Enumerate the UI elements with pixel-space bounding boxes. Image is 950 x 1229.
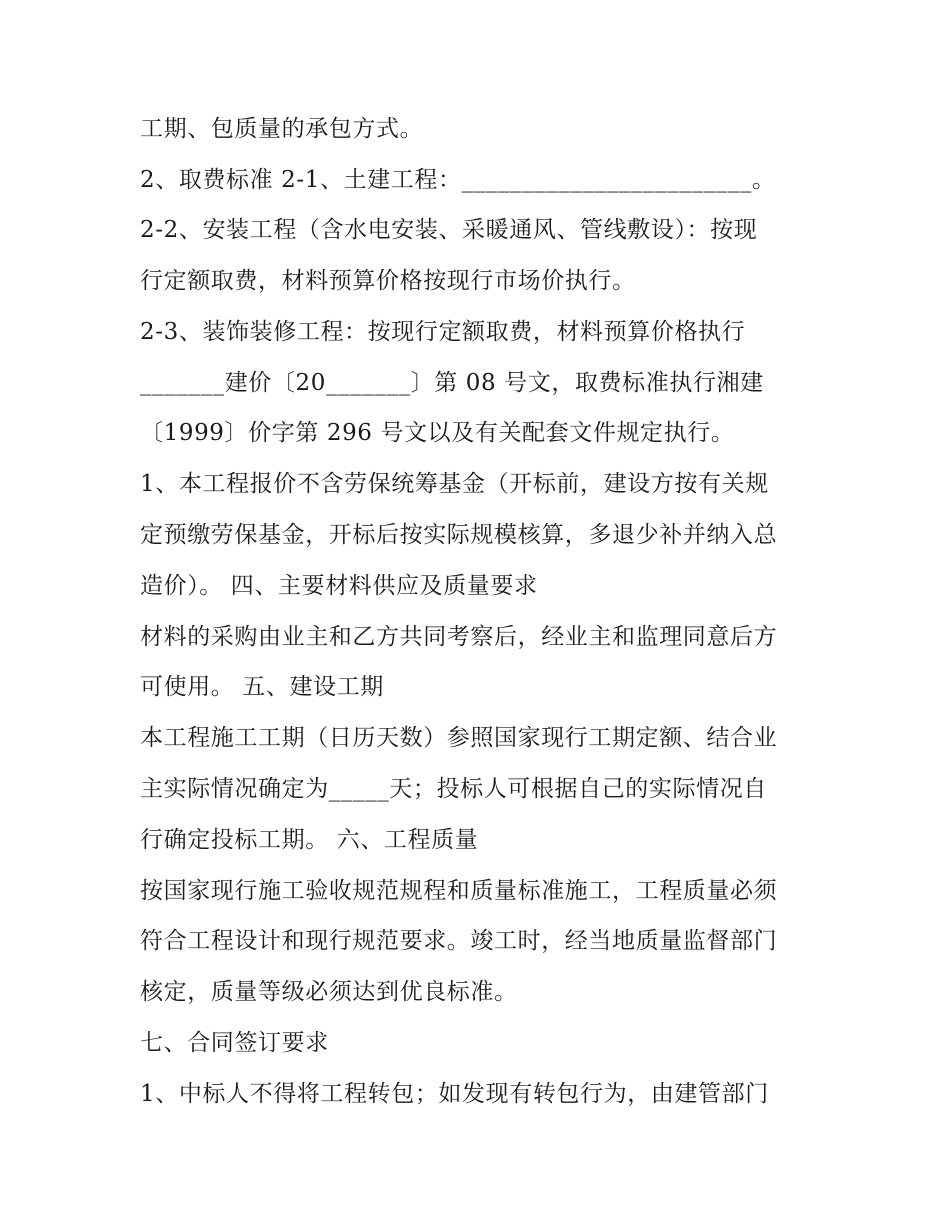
text-line: 1、中标人不得将工程转包；如发现有转包行为，由建管部门 [140,1081,769,1107]
text-line: 符合工程设计和现行规范要求。竣工时，经当地质量监督部门 [140,928,778,954]
text-line: 工期、包质量的承包方式。 [140,116,424,142]
text-line: 核定，质量等级必须达到优良标准。 [140,979,518,1005]
text-line: 行定额取费，材料预算价格按现行市场价执行。 [140,268,636,294]
text-line: 〔1999〕价字第 296 号文以及有关配套文件规定执行。 [140,420,735,446]
text-line: 材料的采购由业主和乙方共同考察后，经业主和监理同意后方 [140,624,778,650]
text-line: 行确定投标工期。 六、工程质量 [140,827,479,853]
text-line: 造价）。 四、主要材料供应及质量要求 [140,573,538,599]
text-line: 2-2、安装工程（含水电安装、采暖通风、管线敷设）：按现 [140,217,758,243]
text-line: 定预缴劳保基金，开标后按实际规模核算，多退少补并纳入总 [140,522,778,548]
text-line: 按国家现行施工验收规范规程和质量标准施工，工程质量必须 [140,878,778,904]
text-line: 1、本工程报价不含劳保统筹基金（开标前，建设方按有关规 [140,471,769,497]
text-line: 2、取费标准 2-1、土建工程：________________________。 [140,167,776,193]
text-line: 本工程施工工期（日历天数）参照国家现行工期定额、结合业 [140,725,778,751]
text-line: 2-3、装饰装修工程：按现行定额取费，材料预算价格执行 [140,319,746,345]
text-line: 主实际情况确定为_____天；投标人可根据自己的实际情况自 [140,776,767,802]
text-line: 可使用。 五、建设工期 [140,674,384,700]
text-line: 七、合同签订要求 [140,1030,329,1056]
text-line: _______建价〔20_______〕第 08 号文，取费标准执行湘建 [140,370,764,396]
